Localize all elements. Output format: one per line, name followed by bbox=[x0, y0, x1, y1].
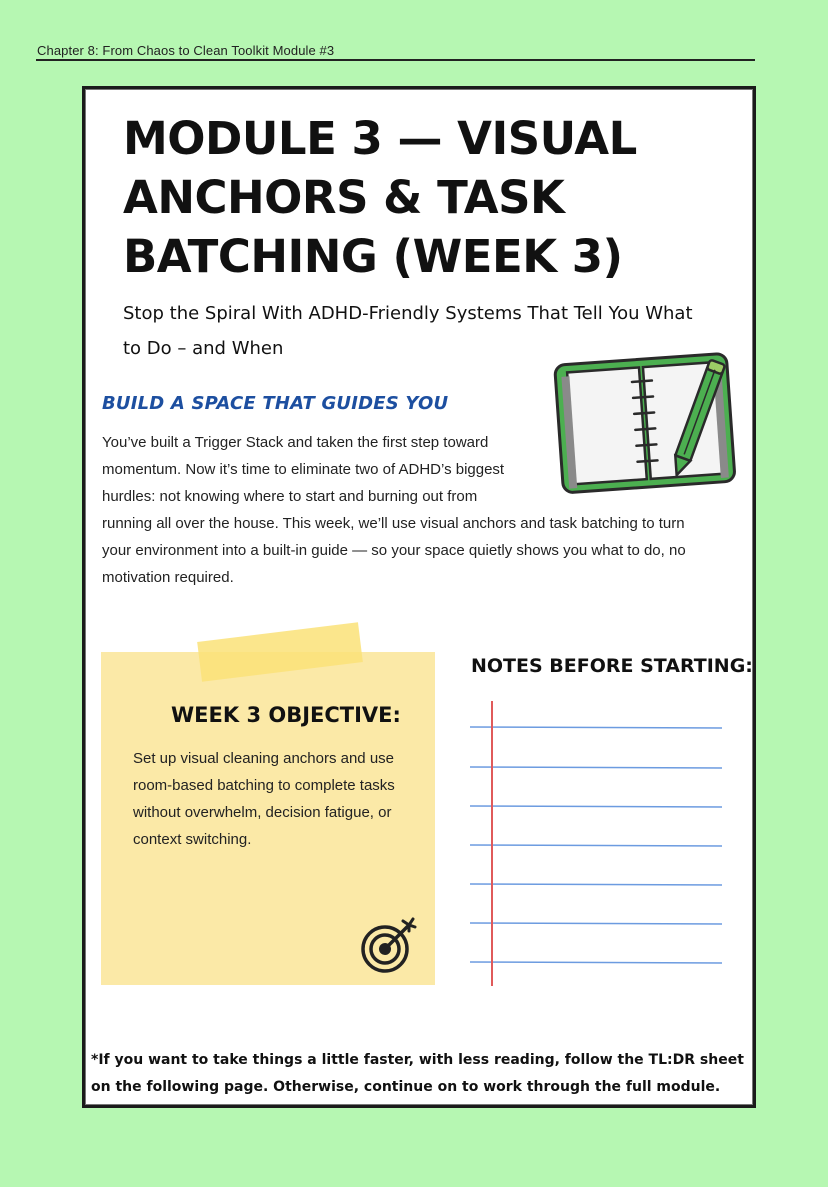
objective-heading: WEEK 3 OBJECTIVE: bbox=[171, 703, 401, 727]
intro-text: You’ve built a Trigger Stack and taken the first step toward momentum. Now it’s time to eliminate two of ADHD’s biggest hurdles: not knowing where to start and burning out from running all over the house. This week, we’ll use visual anchors and task batching to turn your environment into a built-in guide — so your space quietly shows you what to do, no motivation required. bbox=[102, 434, 686, 586]
objective-text: Set up visual cleaning anchors and use room-based batching to complete tasks without overwhelm, decision fatigue, or context switching. bbox=[133, 750, 395, 848]
header-rule bbox=[36, 59, 755, 61]
running-header: Chapter 8: From Chaos to Clean Toolkit Module #3 bbox=[37, 43, 335, 58]
module-card bbox=[82, 86, 756, 1108]
footnote: *If you want to take things a little faster, with less reading, follow the TL:DR sheet on the following page. Otherwise, continue on to work through the full module. bbox=[91, 1052, 744, 1095]
page-title: MODULE 3 — VISUAL ANCHORS & TASK BATCHING (WEEK 3) bbox=[123, 112, 637, 283]
notebook-pencil-icon bbox=[547, 345, 747, 505]
notes-lines bbox=[470, 701, 725, 987]
notes-heading: NOTES BEFORE STARTING: bbox=[471, 655, 753, 677]
target-arrow-icon bbox=[359, 915, 419, 975]
page-subtitle: Stop the Spiral With ADHD-Friendly Systems That Tell You What to Do – and When bbox=[123, 303, 693, 359]
section-heading: BUILD A SPACE THAT GUIDES YOU bbox=[102, 393, 449, 414]
